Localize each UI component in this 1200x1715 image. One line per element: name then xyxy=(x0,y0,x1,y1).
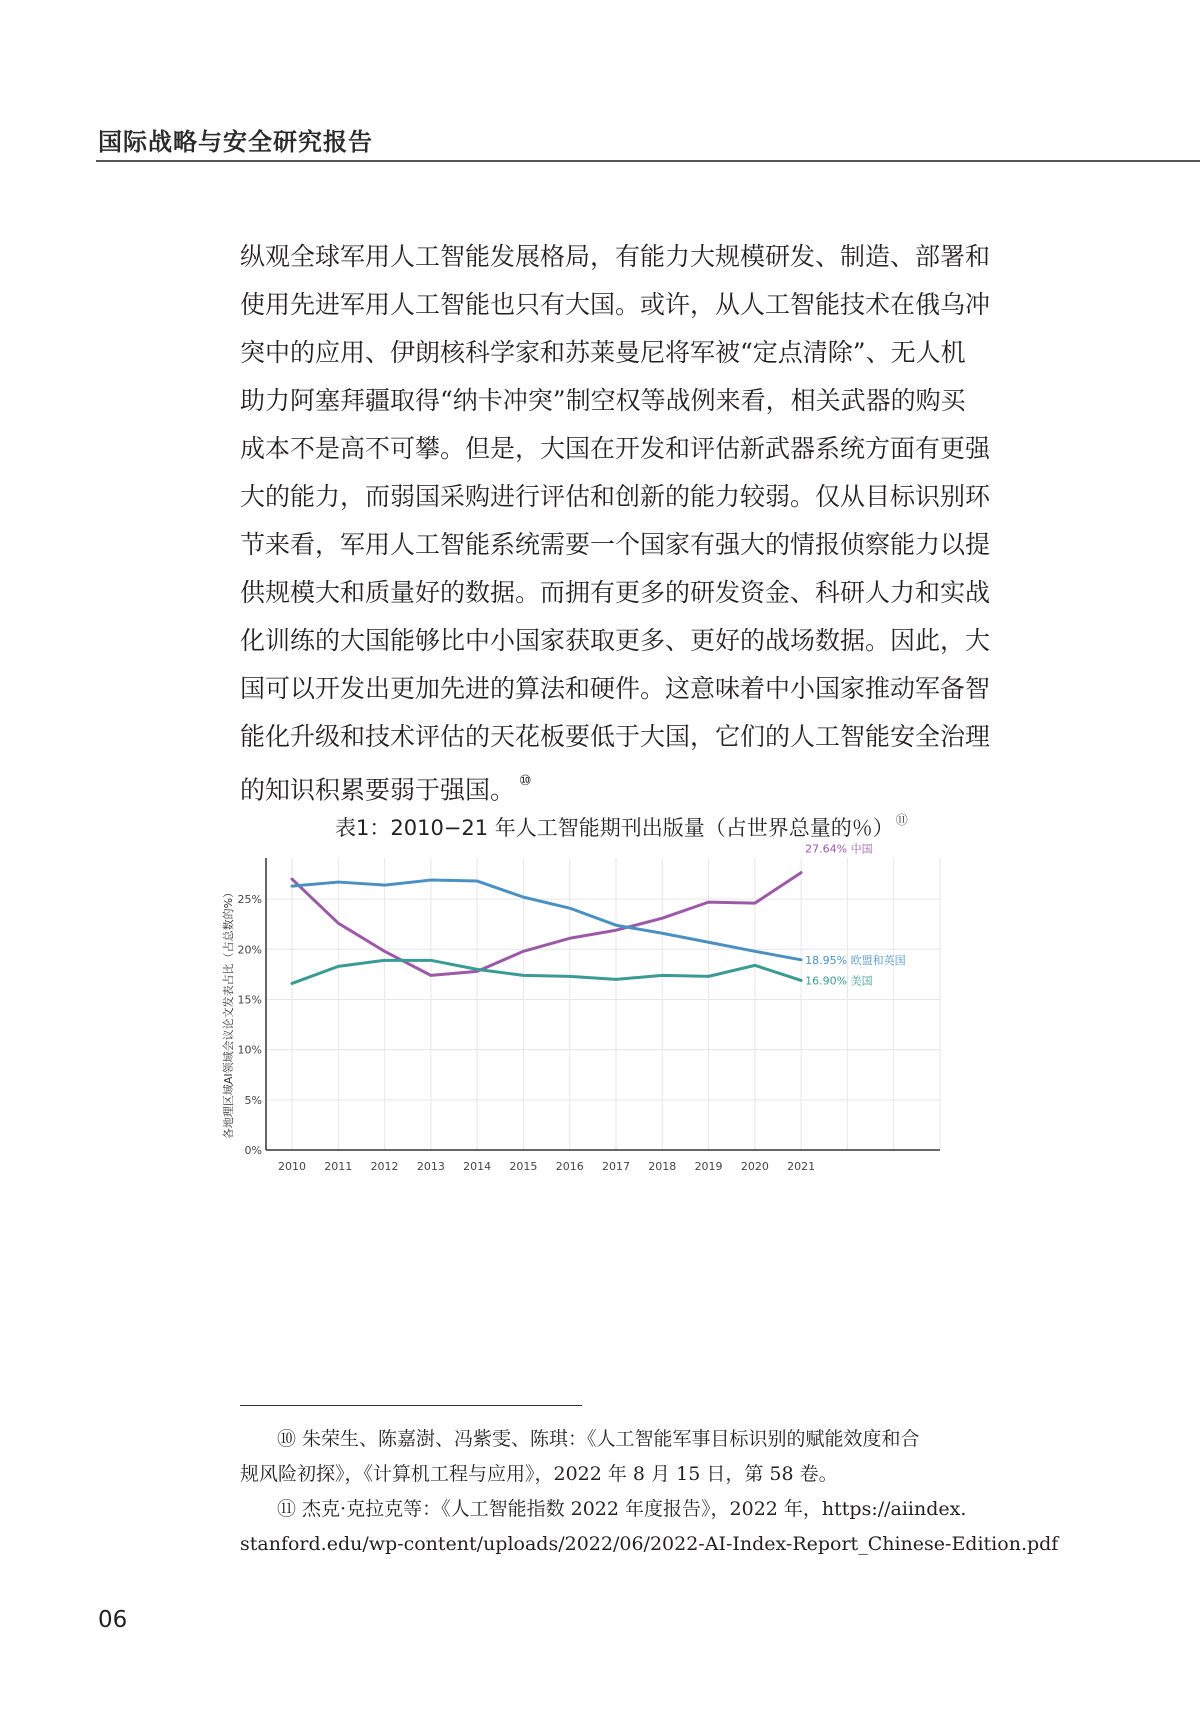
series-end-label: 16.90% 美国 xyxy=(805,974,873,988)
x-tick-label: 2016 xyxy=(555,1160,584,1173)
x-tick-label: 2011 xyxy=(324,1160,353,1173)
body-line: 能化升级和技术评估的天花板要低于大国，它们的人工智能安全治理 xyxy=(240,722,991,751)
y-tick-label: 25% xyxy=(237,893,262,907)
body-line: 助力阿塞拜疆取得“纳卡冲突”制空权等战例来看，相关武器的购买 xyxy=(240,386,966,415)
body-line: 纵观全球军用人工智能发展格局，有能力大规模研发、制造、部署和 xyxy=(240,242,991,271)
body-line: 大的能力，而弱国采购进行评估和创新的能力较弱。仅从目标识别环 xyxy=(240,482,991,511)
footnote-10-line1: ⑩ 朱荣生、陈嘉澍、冯紫雯、陈琪：《人工智能军事目标识别的赋能效度和合 xyxy=(277,1428,920,1450)
y-tick-labels xyxy=(238,893,262,1157)
x-tick-label: 2015 xyxy=(509,1160,538,1173)
y-tick-label: 15% xyxy=(237,993,262,1007)
footnote-ref-11[interactable]: ⑪ xyxy=(895,813,908,827)
footnote-11-line1: ⑪ 杰克·克拉克等：《人工智能指数 2022 年度报告》，2022 年，https://aiindex. xyxy=(277,1498,967,1520)
y-tick-label: 10% xyxy=(237,1043,262,1057)
footnote-ref-10[interactable]: ⑩ xyxy=(519,773,532,789)
body-line: 节来看，军用人工智能系统需要一个国家有强大的情报侦察能力以提 xyxy=(240,530,991,559)
x-tick-labels xyxy=(278,1160,815,1173)
footnotes xyxy=(240,1422,1059,1562)
body-line-last xyxy=(240,761,1030,814)
x-tick-label: 2014 xyxy=(463,1160,492,1173)
y-tick-label: 0% xyxy=(244,1144,262,1157)
body-line: 供规模大和质量好的数据。而拥有更多的研发资金、科研人力和实战 xyxy=(240,578,991,607)
body-line: 化训练的大国能够比中小国家获取更多、更好的战场数据。因此，大 xyxy=(240,626,991,655)
footnote-10-line2: 规风险初探》，《计算机工程与应用》，2022 年 8 月 15 日，第 58 卷。 xyxy=(240,1463,838,1485)
body-paragraph xyxy=(240,233,1030,814)
series-end-label: 18.95% 欧盟和英国 xyxy=(805,953,906,967)
series-end-labels xyxy=(805,842,905,988)
x-tick-label: 2020 xyxy=(740,1160,769,1173)
body-line-text: 的知识积累要弱于强国。 xyxy=(240,775,516,805)
body-line: 使用先进军用人工智能也只有大国。或许，从人工智能技术在俄乌冲 xyxy=(240,290,991,319)
y-tick-label: 5% xyxy=(244,1093,262,1107)
x-tick-label: 2017 xyxy=(602,1160,630,1173)
chart-title xyxy=(335,812,908,842)
line-chart xyxy=(222,842,1040,1290)
running-header: 国际战略与安全研究报告 xyxy=(98,128,373,156)
x-tick-label: 2019 xyxy=(694,1160,723,1173)
body-line: 突中的应用、伊朗核科学家和苏莱曼尼将军被“定点清除”、无人机 xyxy=(240,338,966,367)
chart-title-text: 表1：2010−21 年人工智能期刊出版量（占世界总量的％） xyxy=(335,816,894,840)
page-number: 06 xyxy=(98,1607,128,1633)
body-line: 成本不是高不可攀。但是，大国在开发和评估新武器系统方面有更强 xyxy=(240,434,991,463)
series-end-label: 27.64% 中国 xyxy=(805,842,873,856)
y-axis-label: 各地理区域AI领域会议论文发表占比（占总数的%） xyxy=(222,886,235,1140)
y-tick-label: 20% xyxy=(237,943,262,957)
header-rule xyxy=(96,160,1200,162)
footnote-11-line2[interactable]: stanford.edu/wp-content/uploads/2022/06/2022-AI-Index-Report_Chinese-Edition.pdf xyxy=(240,1533,1059,1555)
x-tick-label: 2012 xyxy=(370,1160,399,1173)
x-tick-label: 2010 xyxy=(278,1160,306,1173)
chart-grid xyxy=(266,858,940,1150)
chart-series xyxy=(292,873,801,984)
footnote-rule xyxy=(240,1405,582,1406)
x-tick-label: 2013 xyxy=(416,1160,445,1173)
chart-axes xyxy=(266,858,940,1150)
body-line: 国可以开发出更加先进的算法和硬件。这意味着中小国家推动军备智 xyxy=(240,674,991,703)
series-line-0 xyxy=(292,873,801,976)
x-tick-label: 2018 xyxy=(648,1160,677,1173)
series-line-1 xyxy=(292,880,801,960)
series-line-2 xyxy=(292,960,801,983)
x-tick-label: 2021 xyxy=(787,1160,816,1173)
